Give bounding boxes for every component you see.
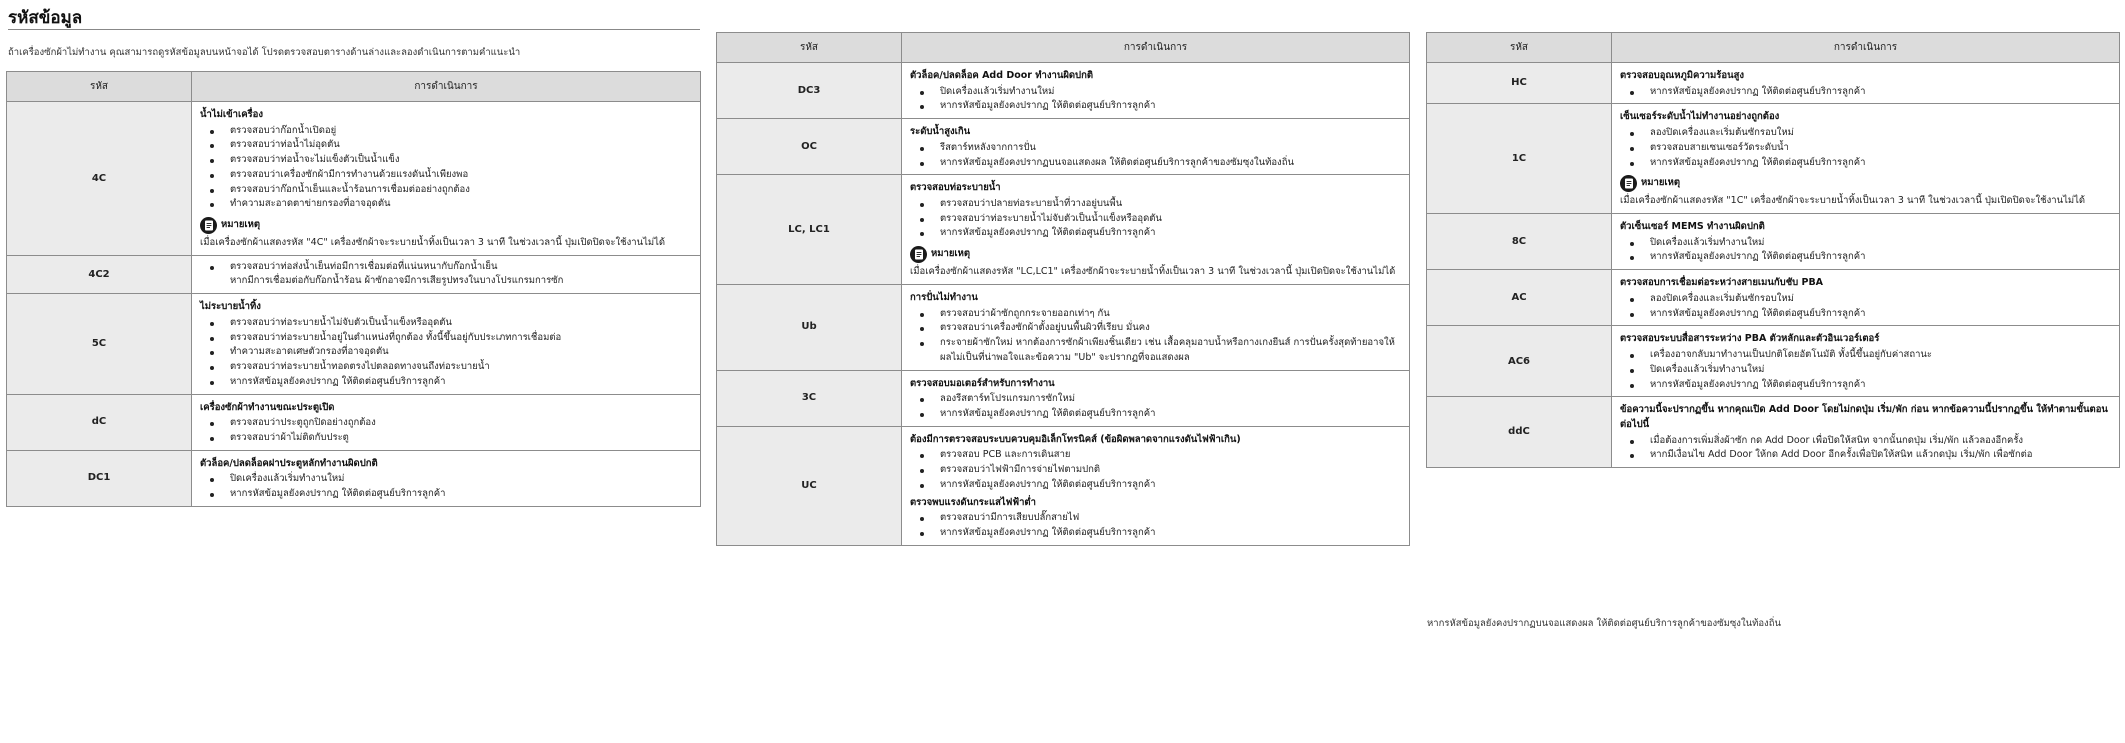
table-row [7,450,701,506]
table-row [7,255,701,293]
action-section [910,69,1401,114]
action-section [910,496,1401,541]
section-title: เครื่องซักผ้าทำงานขณะประตูเปิด [200,401,335,413]
list-item: ลองปิดเครื่องและเริ่มต้นซักรอบใหม่ [1628,126,2111,141]
table-row [1427,326,2120,397]
list-item: หากรหัสข้อมูลยังคงปรากฏ ให้ติดต่อศูนย์บริการลูกค้า [918,99,1401,114]
action-list [200,316,692,390]
action-list [910,448,1401,492]
note-label: หมายเหตุ [1641,177,1681,189]
table-row [717,63,1410,119]
action-cell [902,63,1410,119]
action-section [910,125,1401,170]
section-title: ไม่ระบายน้ำทิ้ง [200,301,261,313]
note-icon [910,246,927,263]
sub-note: หากมีการเชื่อมต่อกับก๊อกน้ำร้อน ผ้าซักอาจมีการเสียรูปทรงในบางโปรแกรมการซัก [230,275,564,287]
footnote: หากรหัสข้อมูลยังคงปรากฏบนจอแสดงผล ให้ติดต่อศูนย์บริการลูกค้าของซัมซุงในท้องถิ่น [1427,618,1781,629]
action-list [200,260,692,275]
table-row [717,284,1410,370]
action-section [1620,332,2111,392]
section-title: ระดับน้ำสูงเกิน [910,126,971,138]
list-item: ตรวจสอบว่าท่อน้ำไม่อุดตัน [208,138,692,153]
list-item: หากรหัสข้อมูลยังคงปรากฏ ให้ติดต่อศูนย์บริการลูกค้า [1628,307,2111,322]
info-code-table-3 [1426,32,2120,468]
error-code: 3C [717,370,902,426]
list-item: กระจายผ้าซักใหม่ หากต้องการซักผ้าเพียงชิ้นเดียว เช่น เสื้อคลุมอาบน้ำหรือกางเกงยีนส์ การปั่นครั้งสุดท้ายอาจให้ผลไม่เป็นที่น่าพอใจและข้อความ "Ub" จะปรากฏที่จอแสดงผล [918,336,1401,365]
list-item: ตรวจสอบว่าท่อระบายน้ำอยู่ในตำแหน่งที่ถูกต้อง ทั้งนี้ขึ้นอยู่กับประเภทการเชื่อมต่อ [208,331,692,346]
action-section [200,108,692,251]
note-text: เมื่อเครื่องซักผ้าแสดงรหัส "4C" เครื่องซักผ้าจะระบายน้ำทิ้งเป็นเวลา 3 นาที ในช่วงเวลานี้ ปุ่มเปิดปิดจะใช้งานไม่ได้ [200,237,666,249]
list-item: ตรวจสอบว่าประตูถูกปิดอย่างถูกต้อง [208,416,692,431]
code-column-header: รหัส [7,72,192,102]
table-row [717,119,1410,175]
list-item: ตรวจสอบว่าเครื่องซักผ้ามีการทำงานด้วยแรงดันน้ำเพียงพอ [208,168,692,183]
list-item: ปิดเครื่องแล้วเริ่มทำงานใหม่ [1628,236,2111,251]
section-title: ข้อความนี้จะปรากฏขึ้น หากคุณเปิด Add Door โดยไม่กดปุ่ม เริ่ม/พัก ก่อน หากข้อความนี้ปรากฏขึ้น ให้ทำตามขั้นตอนต่อไปนี้ [1620,404,2108,430]
action-section [910,291,1401,366]
list-item: หากรหัสข้อมูลยังคงปรากฏ ให้ติดต่อศูนย์บริการลูกค้า [1628,250,2111,265]
action-section [1620,403,2111,463]
action-section [910,181,1401,280]
action-cell [902,370,1410,426]
list-item: ตรวจสอบว่าท่อระบายน้ำไม่จับตัวเป็นน้ำแข็งหรืออุดตัน [918,212,1401,227]
list-item: หากรหัสข้อมูลยังคงปรากฏ ให้ติดต่อศูนย์บริการลูกค้า [1628,85,2111,100]
list-item: ตรวจสอบว่าก๊อกน้ำเปิดอยู่ [208,124,692,139]
action-column-header: การดำเนินการ [902,33,1410,63]
table-row [717,175,1410,285]
action-section [1620,276,2111,321]
list-item: ปิดเครื่องแล้วเริ่มทำงานใหม่ [208,472,692,487]
error-code: Ub [717,284,902,370]
table-row [1427,270,2120,326]
list-item: ลองปิดเครื่องและเริ่มต้นซักรอบใหม่ [1628,292,2111,307]
table-row [7,102,701,256]
list-item: หากรหัสข้อมูลยังคงปรากฏ ให้ติดต่อศูนย์บริการลูกค้า [1628,378,2111,393]
action-list [200,416,692,445]
error-code: HC [1427,63,1612,104]
note-text: เมื่อเครื่องซักผ้าแสดงรหัส "1C" เครื่องซักผ้าจะระบายน้ำทิ้งเป็นเวลา 3 นาที ในช่วงเวลานี้ ปุ่มเปิดปิดจะใช้งานไม่ได้ [1620,195,2086,207]
list-item: เครื่องอาจกลับมาทำงานเป็นปกติโดยอัตโนมัติ ทั้งนี้ขึ้นอยู่กับค่าสถานะ [1628,348,2111,363]
note-heading [910,246,1401,263]
list-item: ตรวจสอบว่าก๊อกน้ำเย็นและน้ำร้อนการเชื่อมต่ออย่างถูกต้อง [208,183,692,198]
section-title: ตรวจสอบมอเตอร์สำหรับการทำงาน [910,377,1055,389]
action-column-header: การดำเนินการ [192,72,701,102]
list-item: หากรหัสข้อมูลยังคงปรากฏ ให้ติดต่อศูนย์บริการลูกค้า [918,526,1401,541]
error-code: 1C [1427,104,1612,214]
table-row [1427,214,2120,270]
action-cell [902,426,1410,545]
section-title: เซ็นเซอร์ระดับน้ำไม่ทำงานอย่างถูกต้อง [1620,111,1780,123]
action-cell [1612,397,2120,468]
error-code: DC3 [717,63,902,119]
action-list [1620,236,2111,265]
action-list [910,307,1401,366]
table-row [1427,397,2120,468]
section-title: ตรวจสอบการเชื่อมต่อระหว่างสายเมนกับชับ PBA [1620,277,1824,289]
action-list [1620,126,2111,170]
action-list [1620,348,2111,392]
list-item: หากมีเงื่อนไข Add Door ให้กด Add Door อีกครั้งเพื่อปิดให้สนิท แล้วกดปุ่ม เริ่ม/พัก เพื่อซักต่อ [1628,448,2111,463]
table-row [717,370,1410,426]
action-section [910,433,1401,493]
info-code-table-1 [6,71,701,507]
table-row [1427,63,2120,104]
action-cell [902,175,1410,285]
error-code: UC [717,426,902,545]
action-cell [1612,270,2120,326]
note-icon [200,217,217,234]
action-list [200,472,692,501]
header-row [1427,33,2120,63]
error-code: 5C [7,294,192,394]
action-list [910,197,1401,241]
section-title: ต้องมีการตรวจสอบระบบควบคุมอิเล็กโทรนิคส์ (ข้อผิดพลาดจากแรงดันไฟฟ้าเกิน) [910,433,1241,445]
action-cell [1612,104,2120,214]
section-title: ตรวจพบแรงดันกระแสไฟฟ้าต่ำ [910,496,1036,508]
list-item: หากรหัสข้อมูลยังคงปรากฏ ให้ติดต่อศูนย์บริการลูกค้า [918,407,1401,422]
error-code: dC [7,394,192,450]
action-cell [192,255,701,293]
info-code-table-2 [716,32,1410,546]
action-list [910,511,1401,540]
action-cell [192,102,701,256]
intro-text: ถ้าเครื่องซักผ้าไม่ทำงาน คุณสามารถดูรหัสข้อมูลบนหน้าจอได้ โปรดตรวจสอบตารางด้านล่างและลองดำเนินการตามคำแนะนำ [8,47,521,58]
error-code: AC6 [1427,326,1612,397]
list-item: หากรหัสข้อมูลยังคงปรากฏบนจอแสดงผล ให้ติดต่อศูนย์บริการลูกค้าของซัมซุงในท้องถิ่น [918,156,1401,171]
list-item: ปิดเครื่องแล้วเริ่มทำงานใหม่ [1628,363,2111,378]
section-title: น้ำไม่เข้าเครื่อง [200,109,263,120]
list-item: หากรหัสข้อมูลยังคงปรากฏ ให้ติดต่อศูนย์บริการลูกค้า [918,226,1401,241]
list-item: ลองรีสตาร์ทโปรแกรมการซักใหม่ [918,392,1401,407]
section-title: ตัวล็อค/ปลดล็อค Add Door ทำงานผิดปกติ [910,70,1094,81]
list-item: หากรหัสข้อมูลยังคงปรากฏ ให้ติดต่อศูนย์บริการลูกค้า [208,487,692,502]
list-item: รีสตาร์ทหลังจากการปั่น [918,141,1401,156]
header-row [7,72,701,102]
error-code: OC [717,119,902,175]
error-code: LC, LC1 [717,175,902,285]
section-title: ตัวล็อค/ปลดล็อคฝาประตูหลักทำงานผิดปกติ [200,457,378,469]
title-divider [8,29,700,30]
action-list [910,85,1401,114]
list-item: ตรวจสอบว่าท่อน้ำจะไม่แข็งตัวเป็นน้ำแข็ง [208,153,692,168]
error-code: 8C [1427,214,1612,270]
action-list [1620,292,2111,321]
action-section [200,457,692,502]
list-item: หากรหัสข้อมูลยังคงปรากฏ ให้ติดต่อศูนย์บริการลูกค้า [1628,156,2111,171]
list-item: เมื่อต้องการเพิ่มสิ่งผ้าซัก กด Add Door เพื่อปิดให้สนิท จากนั้นกดปุ่ม เริ่ม/พัก แล้วลองอีกครั้ง [1628,434,2111,449]
error-code: 4C [7,102,192,256]
section-title: ตรวจสอบระบบสื่อสารระหว่าง PBA ตัวหลักและตัวอินเวอร์เตอร์ [1620,333,1880,345]
section-title: ตรวจสอบอุณหภูมิความร้อนสูง [1620,70,1745,81]
action-list [1620,85,2111,100]
action-cell [192,450,701,506]
action-cell [1612,214,2120,270]
list-item: ตรวจสอบว่าเครื่องซักผ้าตั้งอยู่บนพื้นผิวที่เรียบ มั่นคง [918,321,1401,336]
list-item: ตรวจสอบสายเซนเซอร์วัดระดับน้ำ [1628,141,2111,156]
note-icon [1620,175,1637,192]
table-row [7,294,701,394]
list-item: ทำความสะอาดตาข่ายกรองที่อาจอุดตัน [208,197,692,212]
action-section [1620,69,2111,99]
action-cell [192,394,701,450]
action-cell [1612,63,2120,104]
action-section [200,260,692,289]
action-section [200,300,692,389]
note-heading [200,217,692,234]
action-column-header: การดำเนินการ [1612,33,2120,63]
action-list [200,124,692,212]
action-list [1620,434,2111,463]
list-item: ตรวจสอบว่าไฟฟ้ามีการจ่ายไฟตามปกติ [918,463,1401,478]
note-label: หมายเหตุ [221,219,261,231]
action-cell [192,294,701,394]
action-section [1620,110,2111,209]
list-item: ตรวจสอบ PCB และการเดินสาย [918,448,1401,463]
note-text: เมื่อเครื่องซักผ้าแสดงรหัส "LC,LC1" เครื่องซักผ้าจะระบายน้ำทิ้งเป็นเวลา 3 นาที ในช่วงเวลานี้ ปุ่มเปิดปิดจะใช้งานไม่ได้ [910,266,1396,278]
list-item: หากรหัสข้อมูลยังคงปรากฏ ให้ติดต่อศูนย์บริการลูกค้า [208,375,692,390]
action-list [910,141,1401,170]
header-row [717,33,1410,63]
list-item: ตรวจสอบว่าปลายท่อระบายน้ำที่วางอยู่บนพื้น [918,197,1401,212]
note-heading [1620,175,2111,192]
note-label: หมายเหตุ [931,248,971,260]
list-item: ตรวจสอบว่าท่อส่งน้ำเย็นท่อมีการเชื่อมต่อที่แน่นหนากับก๊อกน้ำเย็น [208,260,692,275]
error-code: ddC [1427,397,1612,468]
table-row [7,394,701,450]
list-item: ตรวจสอบว่าผ้าซักถูกกระจายออกเท่าๆ กัน [918,307,1401,322]
action-section [200,401,692,446]
action-section [1620,220,2111,265]
list-item: ตรวจสอบว่าท่อระบายน้ำทอดตรงไปตลอดทางจนถึงท่อระบายน้ำ [208,360,692,375]
error-code: DC1 [7,450,192,506]
list-item: หากรหัสข้อมูลยังคงปรากฏ ให้ติดต่อศูนย์บริการลูกค้า [918,478,1401,493]
error-code: AC [1427,270,1612,326]
list-item: ตรวจสอบว่าท่อระบายน้ำไม่จับตัวเป็นน้ำแข็งหรืออุดตัน [208,316,692,331]
list-item: ทำความสะอาดเศษตัวกรองที่อาจอุดตัน [208,345,692,360]
code-column-header: รหัส [717,33,902,63]
action-cell [902,119,1410,175]
code-column-header: รหัส [1427,33,1612,63]
list-item: ตรวจสอบว่ามีการเสียบปลั๊กสายไฟ [918,511,1401,526]
list-item: ปิดเครื่องแล้วเริ่มทำงานใหม่ [918,85,1401,100]
action-list [910,392,1401,421]
action-section [910,377,1401,422]
page-title: รหัสข้อมูล [8,8,83,28]
table-row [1427,104,2120,214]
table-row [717,426,1410,545]
section-title: การปั่นไม่ทำงาน [910,291,978,303]
section-title: ตรวจสอบท่อระบายน้ำ [910,182,1001,194]
error-code: 4C2 [7,255,192,293]
action-cell [1612,326,2120,397]
list-item: ตรวจสอบว่าผ้าไม่ติดกับประตู [208,431,692,446]
section-title: ตัวเซ็นเซอร์ MEMS ทำงานผิดปกติ [1620,221,1765,233]
action-cell [902,284,1410,370]
